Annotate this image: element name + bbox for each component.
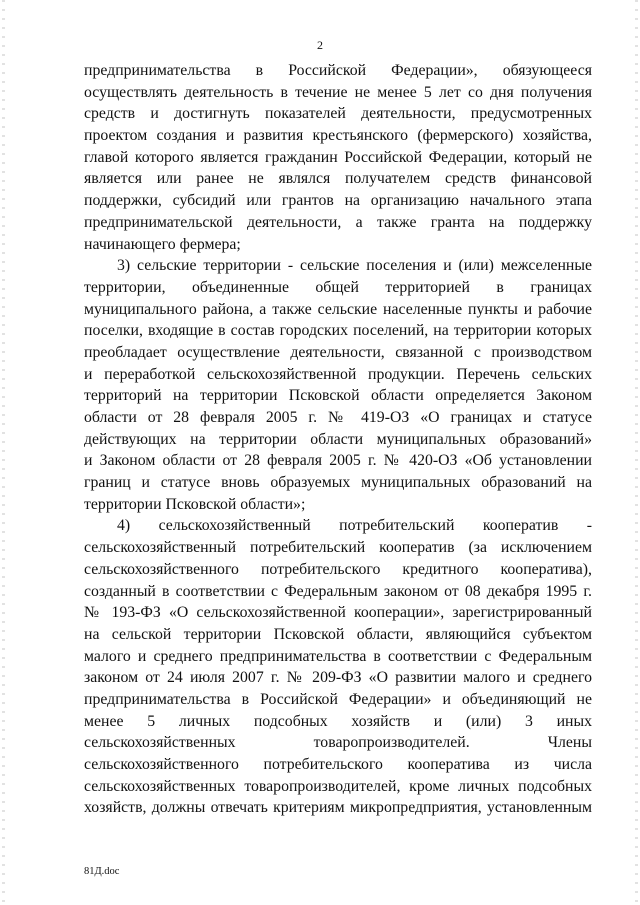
text-line: сельскохозяйственных товаропроизводителей. Члены — [84, 734, 592, 752]
text-line: предпринимательской деятельности, а также гранта на поддержку — [84, 213, 592, 231]
scan-right-margin — [635, 0, 638, 905]
text-line: и Законом области от 28 февраля 2005 г. № 420-ОЗ «Об установлении — [84, 452, 592, 470]
text-line: и переработкой сельскохозяйственной продукции. Перечень сельских — [84, 365, 592, 383]
text-line: поддержки, субсидий или грантов на организацию начального этапа — [84, 192, 592, 210]
text-line: малого и среднего предпринимательства в соответствии с Федеральным — [84, 647, 592, 665]
text-line: предпринимательства в Российской Федерации», обязующееся — [84, 62, 592, 79]
text-line: границ и статусе вновь образуемых муниципальных образований на — [84, 474, 592, 492]
text-line: № 193-ФЗ «О сельскохозяйственной кооперации», зарегистрированный — [84, 604, 592, 622]
text-line: на сельской территории Псковской области, являющийся субъектом — [84, 625, 592, 643]
text-line: законом от 24 июля 2007 г. № 209-ФЗ «О развитии малого и среднего — [84, 669, 592, 687]
text-line: сельскохозяйственного потребительского кредитного кооператива), — [84, 560, 592, 578]
text-line: 4) сельскохозяйственный потребительский кооператив - — [117, 517, 592, 535]
text-line: территорий на территории Псковской области определяется Законом — [84, 387, 592, 405]
file-name-footer: 81Д.doc — [84, 866, 120, 877]
text-line: начинающего фермера; — [84, 235, 241, 253]
text-line: муниципального района, а также сельские населенные пункты и рабочие — [84, 300, 592, 318]
text-line: средств и достигнуть показателей деятельности, предусмотренных — [84, 105, 592, 123]
text-line: области от 28 февраля 2005 г. № 419-ОЗ «О границах и статусе — [84, 409, 592, 426]
text-line: предпринимательства в Российской Федерации» и объединяющий не — [84, 690, 592, 708]
text-line: поселки, входящие в состав городских поселений, на территории которых — [84, 322, 592, 340]
text-line: менее 5 личных подсобных хозяйств и (или) 3 иных — [84, 712, 592, 730]
text-line: хозяйств, должны отвечать критериям микропредприятия, установленным — [84, 799, 592, 817]
text-line: является или ранее не являлся получателем средств финансовой — [84, 170, 592, 188]
text-line: главой которого является гражданин Российской Федерации, который не — [84, 148, 592, 166]
text-line: территории, объединенные общей территорией в границах — [84, 278, 592, 296]
text-line: сельскохозяйственного потребительского кооператива из числа — [84, 756, 592, 773]
text-line: осуществлять деятельность в течение не менее 5 лет со дня получения — [84, 83, 592, 101]
document-body — [84, 60, 592, 819]
text-line: сельскохозяйственный потребительский кооператив (за исключением — [84, 539, 592, 557]
text-line: 3) сельские территории - сельские поселения и (или) межселенные — [117, 257, 592, 275]
text-line: преобладает осуществление деятельности, связанной с производством — [84, 343, 592, 361]
text-line: территории Псковской области»; — [84, 495, 306, 513]
text-line: действующих на территории области муниципальных образований» — [84, 430, 592, 448]
text-line: сельскохозяйственных товаропроизводителей, кроме личных подсобных — [84, 777, 592, 795]
page-number: 2 — [317, 38, 323, 52]
scan-left-margin — [2, 0, 5, 905]
text-line: созданный в соответствии с Федеральным законом от 08 декабря 1995 г. — [84, 582, 592, 600]
text-line: проектом создания и развития крестьянского (фермерского) хозяйства, — [84, 127, 592, 145]
